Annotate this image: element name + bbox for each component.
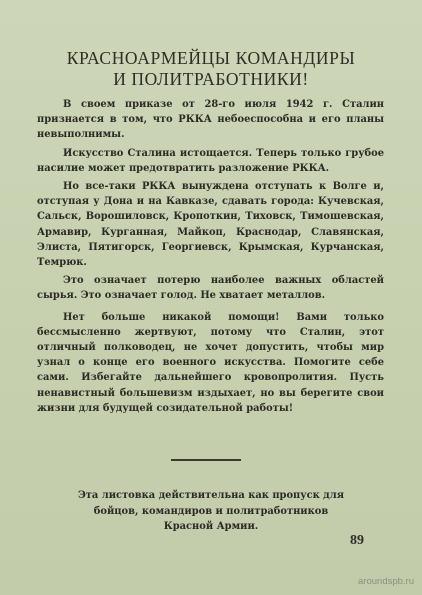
paragraph-1: В своем приказе от 28-го июля 1942 г. Сталин признается в том, что РККА небоеспособна и его планы невыполнимы.: [37, 99, 384, 141]
paragraph-3: Но все-таки РККА вынуждена отступать к Волге и, отступая у Дона и на Кавказе, сдавать города: Кучевская, Сальск, Ворошиловск, Кропоткин, Тиховск, Тимошевская, Армавир, Курганная, Майкоп, Краснодар, Славянская, Элиста, Пятигорск, Георгиевск, Крымская, Курчанская, Темрюк.: [37, 181, 384, 269]
title-line-1: КРАСНОАРМЕЙЦЫ КОМАНДИРЫ: [66, 48, 356, 68]
title-line-2: И ПОЛИТРАБОТНИКИ!: [113, 69, 309, 89]
page-number: 89: [350, 533, 364, 548]
site-watermark: aroundspb.ru: [358, 576, 414, 587]
pass-notice-line-3: Красной Армии.: [163, 521, 259, 533]
paragraph-5: Нет больше никакой помощи! Вами только бессмысленно жертвуют, потому что Сталин, этот отличный полководец, не хочет допустить, чтобы мир узнал о конце его военного искусства. Помогите себе сами. Избегайте дальнейшего кровопролития. Пусть ненавистный большевизм издыхает, но вы берегите свои жизни для будущей созидательной работы!: [37, 311, 384, 414]
pass-notice-line-2: бойцов, командиров и политработников: [93, 505, 329, 517]
paragraph-4: Это означает потерю наиболее важных областей сырья. Это означает голод. Не хватает металлов.: [37, 275, 384, 302]
leaflet-body: [37, 97, 384, 419]
divider-rule: [171, 459, 241, 461]
paragraph-2: Искусство Сталина истощается. Теперь только грубое насилие может предотвратить разложение РККА.: [37, 147, 384, 174]
pass-notice-line-1: Эта листовка действительна как пропуск для: [77, 490, 345, 501]
leaflet-title: [30, 48, 392, 90]
pass-notice: [30, 488, 392, 535]
